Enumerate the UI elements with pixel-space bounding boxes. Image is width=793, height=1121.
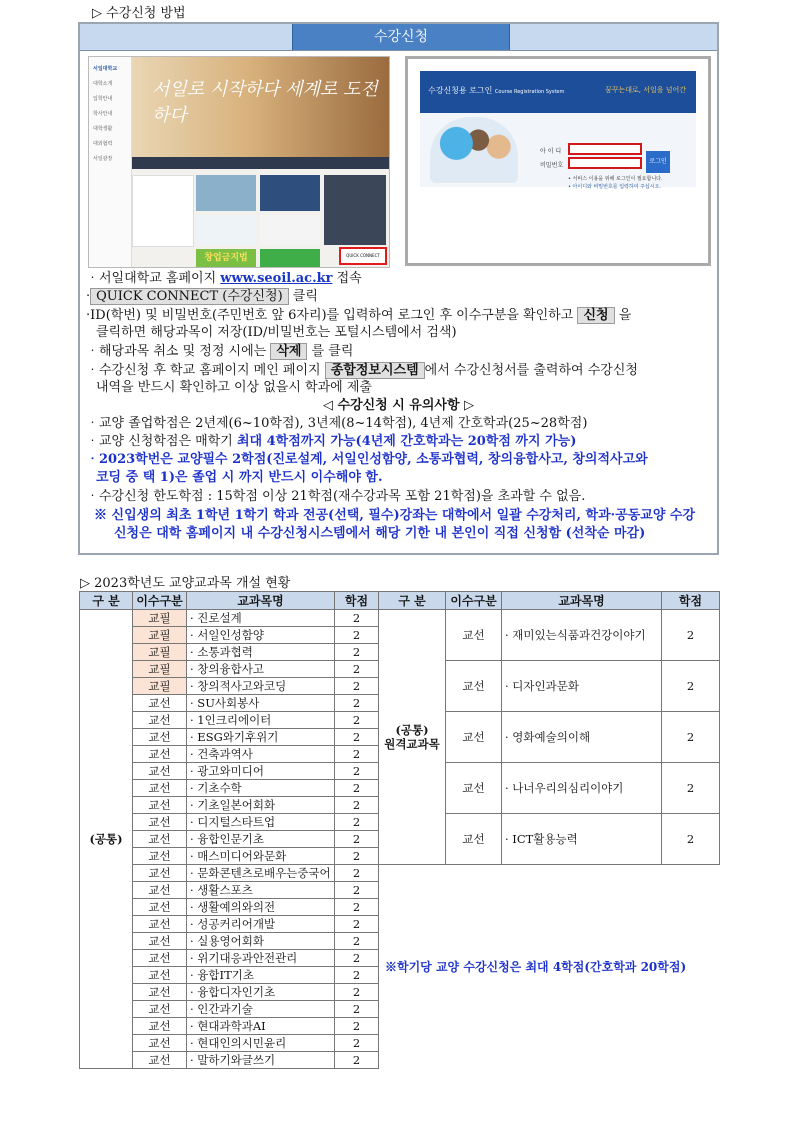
course-type: 교선	[133, 1001, 187, 1018]
homepage-menu-item: 대학생활	[93, 126, 113, 132]
quick-connect-tag: QUICK CONNECT (수강신청)	[90, 288, 289, 305]
course-name: · 위기대응과안전관리	[187, 950, 335, 967]
remote-course-credit: 2	[662, 661, 720, 712]
remote-course-credit: 2	[662, 712, 720, 763]
homepage-link[interactable]: www.seoil.ac.kr	[220, 271, 333, 286]
homepage-calendar-bar	[132, 157, 389, 169]
remote-course-name: · 영화예술의이해	[502, 712, 662, 763]
course-credit: 2	[335, 882, 379, 899]
col-header-category: 구 분	[80, 592, 133, 610]
credit-footnote: ※학기당 교양 수강신청은 최대 4학점(간호학과 20학점)	[385, 960, 687, 975]
right-group-cell: (공통) 원격교과목	[379, 610, 446, 865]
course-type: 교선	[133, 950, 187, 967]
login-note-2: • 아이디와 비밀번호를 입력하여 주십시오.	[568, 184, 662, 190]
login-header	[420, 71, 696, 113]
remote-course-name: · ICT활용능력	[502, 814, 662, 865]
course-credit: 2	[335, 1018, 379, 1035]
left-group-cell: (공통)	[80, 610, 133, 1069]
course-type: 교선	[133, 712, 187, 729]
notice-freshmen: ※ 신입생의 최초 1학년 1학기 학과 전공(선택, 필수)강좌는 대학에서 일괄 수강처리, 학과·공동교양 수강	[94, 508, 696, 523]
course-name: · ESG와기후위기	[187, 729, 335, 746]
remote-course-type: 교선	[446, 610, 502, 661]
course-name: · 현대인의시민윤리	[187, 1035, 335, 1052]
step-login: ‧ID(학번) 및 비밀번호(주민번호 앞 6자리)를 입력하여 로그인 후 이수구분을 확인하고 신청 을	[86, 308, 632, 323]
registration-guide-box	[78, 22, 719, 555]
course-credit: 2	[335, 780, 379, 797]
course-name: · 융합디자인기초	[187, 984, 335, 1001]
event-tile	[196, 215, 256, 245]
course-credit: 2	[335, 831, 379, 848]
homepage-logo: 서일대학교	[93, 66, 118, 72]
remote-course-credit: 2	[662, 814, 720, 865]
course-type: 교선	[133, 763, 187, 780]
course-type: 교선	[133, 1052, 187, 1069]
col-header-category-right: 구 분	[379, 592, 446, 610]
remote-course-credit: 2	[662, 610, 720, 661]
course-type: 교선	[133, 882, 187, 899]
section-title-registration-method: ▷ 수강신청 방법	[92, 6, 186, 21]
green-tile	[260, 249, 320, 267]
smart-tile	[260, 175, 320, 211]
location-tile	[324, 175, 386, 245]
course-name: · SU사회봉사	[187, 695, 335, 712]
course-credit: 2	[335, 1001, 379, 1018]
course-credit: 2	[335, 610, 379, 627]
col-header-credit-right: 학점	[662, 592, 720, 610]
password-label: 비밀번호	[540, 162, 564, 169]
course-credit: 2	[335, 797, 379, 814]
table-row	[80, 610, 720, 627]
course-type: 교선	[133, 780, 187, 797]
students-illustration	[430, 117, 518, 183]
course-type: 교선	[133, 695, 187, 712]
photo-tile	[196, 175, 256, 211]
course-credit: 2	[335, 848, 379, 865]
course-type: 교선	[133, 967, 187, 984]
step-delete: ‧해당과목 취소 및 정정 시에는 삭제 를 클릭	[86, 344, 354, 359]
course-credit: 2	[335, 1035, 379, 1052]
course-name: · 창의적사고와코딩	[187, 678, 335, 695]
notice-freshmen-cont: 신청은 대학 홈페이지 내 수강신청시스템에서 해당 기한 내 본인이 직접 신청함 (선착순 마감)	[114, 526, 646, 541]
news-panel	[132, 175, 194, 247]
course-type: 교필	[133, 661, 187, 678]
remote-course-name: · 나너우리의심리이야기	[502, 763, 662, 814]
course-credit: 2	[335, 678, 379, 695]
campaign-tile: 창업금지법	[196, 249, 256, 267]
course-name: · 기초수학	[187, 780, 335, 797]
course-name: · 건축과역사	[187, 746, 335, 763]
course-credit: 2	[335, 661, 379, 678]
col-header-course-right: 교과목명	[502, 592, 662, 610]
homepage-slogan: 서일로 시작하다 세계로 도전하다	[152, 79, 378, 126]
remote-course-credit: 2	[662, 763, 720, 814]
step-login-cont: 클릭하면 해당과목이 저장(ID/비밀번호는 포털시스템에서 검색)	[96, 325, 457, 340]
course-name: · 생활스포츠	[187, 882, 335, 899]
course-type: 교선	[133, 899, 187, 916]
col-header-credit: 학점	[335, 592, 379, 610]
homepage-menu-item: 대외협력	[93, 141, 113, 147]
guide-header-title: 수강신청	[292, 24, 510, 50]
notice-required-2023-cont: 코딩 중 택 1)은 졸업 시 까지 반드시 이수해야 함.	[96, 470, 383, 485]
course-name: · 말하기와글쓰기	[187, 1052, 335, 1069]
section-title-courses: ▷ 2023학년도 교양교과목 개설 현황	[80, 576, 291, 591]
remote-course-type: 교선	[446, 661, 502, 712]
course-credit: 2	[335, 865, 379, 882]
step-homepage: ‧서일대학교 홈페이지 www.seoil.ac.kr 접속	[86, 271, 362, 286]
homepage-sidebar	[89, 57, 132, 267]
login-button[interactable]: 로그인	[646, 151, 670, 173]
course-credit: 2	[335, 967, 379, 984]
course-credit: 2	[335, 763, 379, 780]
course-name: · 창의융합사고	[187, 661, 335, 678]
course-credit: 2	[335, 695, 379, 712]
course-table	[79, 591, 720, 1069]
course-type: 교필	[133, 627, 187, 644]
course-type: 교선	[133, 916, 187, 933]
step-print: ‧수강신청 후 학교 홈페이지 메인 페이지 종합정보시스템 에서 수강신청서를 출력하여 수강신청	[86, 363, 638, 378]
search-tile	[260, 215, 320, 245]
course-name: · 융합IT기초	[187, 967, 335, 984]
course-credit: 2	[335, 899, 379, 916]
course-credit: 2	[335, 916, 379, 933]
course-name: · 기초일본어회화	[187, 797, 335, 814]
course-credit: 2	[335, 712, 379, 729]
course-type: 교선	[133, 797, 187, 814]
course-credit: 2	[335, 746, 379, 763]
homepage-menu-item: 대학소개	[93, 81, 113, 87]
step-print-cont: 내역을 반드시 확인하고 이상 없을시 학과에 제출	[96, 380, 372, 395]
guide-header-bar	[80, 24, 717, 51]
course-type: 교선	[133, 848, 187, 865]
notice-required-2023: ‧2023학번은 교양필수 2학점(진로설계, 서일인성함양, 소통과협력, 창의융합사고, 창의적사고와	[86, 452, 648, 467]
step-quick-connect: ‧ QUICK CONNECT (수강신청) 클릭	[86, 289, 318, 304]
course-type: 교필	[133, 678, 187, 695]
course-credit: 2	[335, 933, 379, 950]
course-name: · 문화콘텐츠로배우는중국어	[187, 865, 335, 882]
homepage-menu-item: 입학안내	[93, 96, 113, 102]
course-name: · 실용영어회화	[187, 933, 335, 950]
course-credit: 2	[335, 984, 379, 1001]
course-name: · 1인크리에이터	[187, 712, 335, 729]
login-screenshot	[405, 56, 711, 266]
course-credit: 2	[335, 1052, 379, 1069]
course-name: · 소통과협력	[187, 644, 335, 661]
course-name: · 디지털스타트업	[187, 814, 335, 831]
course-credit: 2	[335, 729, 379, 746]
course-name: · 서일인성함양	[187, 627, 335, 644]
course-type: 교선	[133, 984, 187, 1001]
col-header-course: 교과목명	[187, 592, 335, 610]
id-label: 아 이 디	[540, 148, 562, 155]
course-name: · 광고와미디어	[187, 763, 335, 780]
course-credit: 2	[335, 627, 379, 644]
course-type: 교필	[133, 644, 187, 661]
portal-system-tag: 종합정보시스템	[325, 362, 425, 379]
course-type: 교선	[133, 1035, 187, 1052]
course-type: 교선	[133, 746, 187, 763]
homepage-hero-banner	[132, 57, 389, 157]
col-header-type-right: 이수구분	[446, 592, 502, 610]
login-note-1: • 서비스 이용을 위해 로그인이 필요합니다.	[568, 176, 663, 182]
homepage-screenshot	[88, 56, 390, 268]
course-type: 교선	[133, 865, 187, 882]
course-name: · 융합인문기초	[187, 831, 335, 848]
notice-graduation-credits: ‧교양 졸업학점은 2년제(6~10학점), 3년제(8~14학점), 4년제 간호학과(25~28학점)	[86, 416, 588, 431]
homepage-menu-item: 학사안내	[93, 111, 113, 117]
remote-course-type: 교선	[446, 763, 502, 814]
course-name: · 성공커리어개발	[187, 916, 335, 933]
table-header-row	[80, 592, 720, 610]
course-credit: 2	[335, 644, 379, 661]
course-type: 교필	[133, 610, 187, 627]
course-name: · 생활예의와의전	[187, 899, 335, 916]
remote-course-name: · 디자인과문화	[502, 661, 662, 712]
col-header-type: 이수구분	[133, 592, 187, 610]
notice-title: ◁ 수강신청 시 유의사항 ▷	[322, 398, 475, 413]
password-input[interactable]	[568, 157, 642, 169]
apply-tag: 신청	[577, 307, 614, 324]
remote-course-name: · 재미있는식품과건강이야기	[502, 610, 662, 661]
course-credit: 2	[335, 950, 379, 967]
login-slogan: 꿈꾸는대로, 서일을 넘어간	[604, 86, 686, 94]
id-input[interactable]	[568, 143, 642, 155]
course-name: · 인간과기술	[187, 1001, 335, 1018]
course-name: · 진로설계	[187, 610, 335, 627]
remote-course-type: 교선	[446, 712, 502, 763]
login-title: 수강신청용 로그인 Course Registration System	[428, 86, 565, 95]
course-type: 교선	[133, 933, 187, 950]
course-credit: 2	[335, 814, 379, 831]
course-name: · 매스미디어와문화	[187, 848, 335, 865]
course-type: 교선	[133, 831, 187, 848]
notice-max-credits: ‧수강신청 한도학점 : 15학점 이상 21학점(재수강과목 포함 21학점)을 초과할 수 없음.	[86, 489, 586, 504]
homepage-menu-item: 서일광장	[93, 156, 113, 162]
remote-course-type: 교선	[446, 814, 502, 865]
delete-tag: 삭제	[270, 343, 307, 360]
course-name: · 현대과학과AI	[187, 1018, 335, 1035]
course-type: 교선	[133, 729, 187, 746]
notice-credit-limit: ‧교양 신청학점은 매학기 최대 4학점까지 가능(4년제 간호학과는 20학점 까지 가능)	[86, 434, 577, 449]
course-type: 교선	[133, 814, 187, 831]
quick-connect-highlight[interactable]	[339, 247, 387, 265]
quick-connect-label: QUICK CONNECT	[346, 253, 380, 258]
course-type: 교선	[133, 1018, 187, 1035]
table-row	[80, 865, 720, 882]
